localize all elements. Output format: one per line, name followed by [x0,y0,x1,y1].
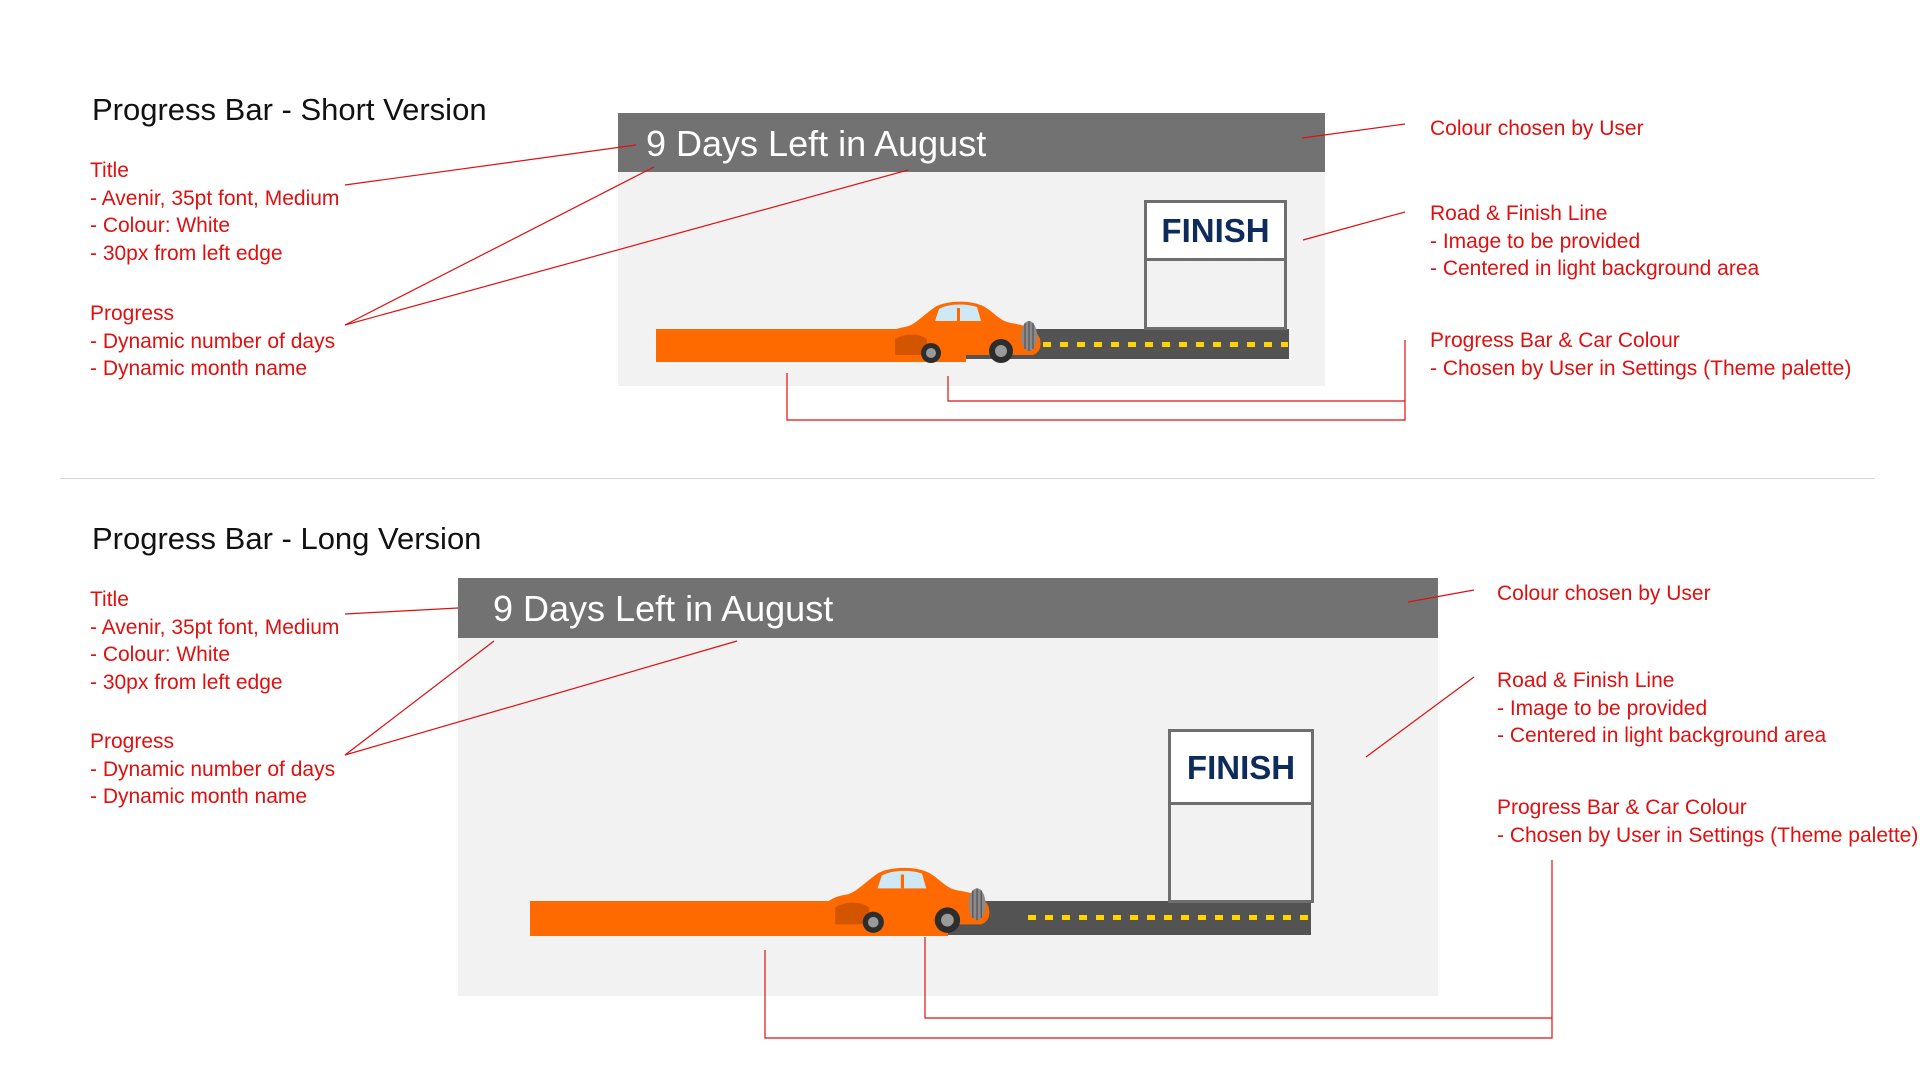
note-line: - Dynamic number of days [90,329,336,353]
note-line: - Chosen by User in Settings (Theme palette) [1430,356,1852,380]
section-title-long: Progress Bar - Long Version [92,521,482,556]
note-line: Progress Bar & Car Colour [1497,796,1747,819]
note-line: - Chosen by User in Settings (Theme palette) [1497,823,1919,847]
note-line: - 30px from left edge [90,241,283,265]
note-line: Title [90,159,129,182]
note-line: - Colour: White [90,643,231,666]
note-line: - Avenir, 35pt font, Medium [90,186,340,210]
connector-line [765,860,1552,1038]
note-line: - Image to be provided [1430,229,1641,253]
connector-line [345,641,494,755]
note-line: Title [90,588,129,611]
connector-line [345,170,908,325]
panel-header: 9 Days Left in August [458,578,1438,638]
connector-line [1366,677,1474,757]
connector-line [1302,124,1405,138]
connector-line [787,340,1405,420]
connector-line [925,937,1552,1018]
connector-line [345,167,654,325]
connector-line [948,376,1405,401]
panel-header: 9 Days Left in August [618,113,1325,172]
note-line: Colour chosen by User [1430,117,1644,140]
connector-line [1303,212,1405,240]
note-line: - Avenir, 35pt font, Medium [90,615,340,639]
note-line: - Colour: White [90,214,231,237]
connector-line [345,145,636,185]
note-line: Progress Bar & Car Colour [1430,329,1680,352]
note-line: - Dynamic month name [90,357,308,380]
note-line: Progress [90,302,175,325]
connector-line [345,608,458,614]
section-title-short: Progress Bar - Short Version [92,92,487,127]
connector-line [1408,590,1474,602]
note-line: - Dynamic number of days [90,757,336,781]
note-line: - Centered in light background area [1430,257,1760,280]
note-line: Road & Finish Line [1497,669,1675,692]
note-line: - Image to be provided [1497,696,1708,720]
note-line: Colour chosen by User [1497,582,1711,605]
connector-line [345,641,737,755]
finish-label: FINISH [1147,203,1284,261]
finish-label: FINISH [1171,732,1311,805]
note-line: Progress [90,730,175,753]
note-line: Road & Finish Line [1430,202,1608,225]
note-line: - 30px from left edge [90,670,283,694]
note-line: - Centered in light background area [1497,724,1827,747]
note-line: - Dynamic month name [90,785,308,808]
